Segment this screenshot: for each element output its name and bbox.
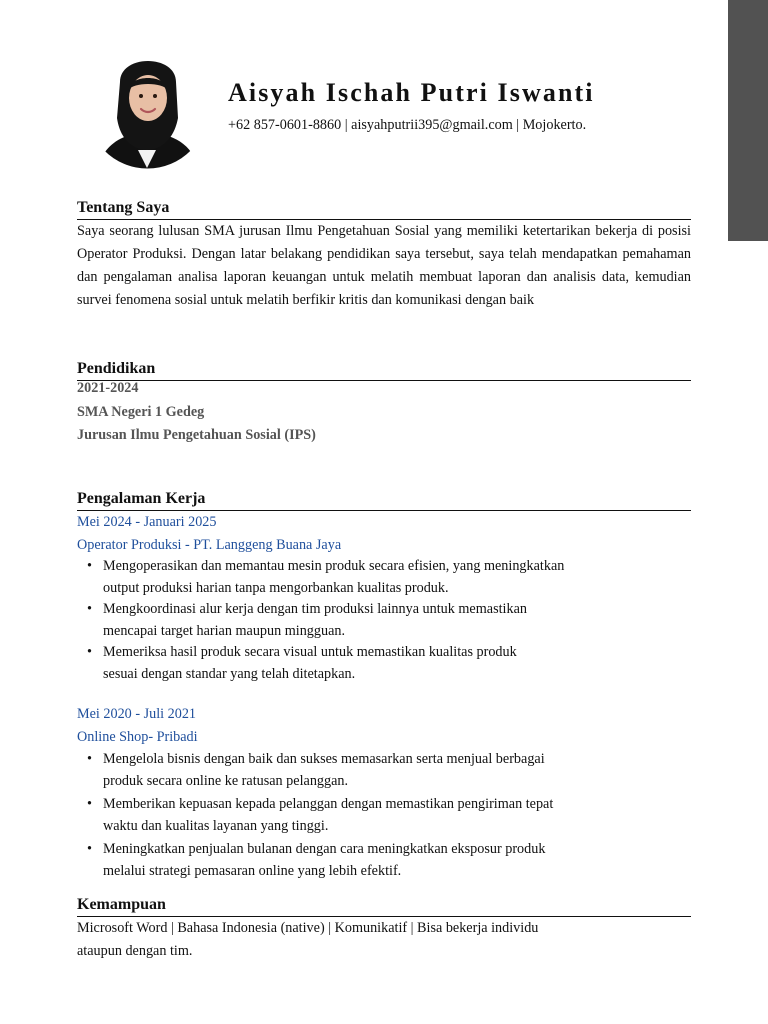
bullet-item bbox=[77, 748, 691, 793]
job-entry bbox=[77, 703, 691, 883]
bullet-line: Memberikan kepuasan kepada pelanggan dengan memastikan pengiriman tepat bbox=[103, 795, 554, 812]
section-title-experience: Pengalaman Kerja bbox=[77, 488, 691, 511]
bullet-item bbox=[77, 793, 691, 838]
education-school: SMA Negeri 1 Gedeg bbox=[77, 404, 205, 420]
experience-section bbox=[77, 488, 691, 883]
section-title-about: Tentang Saya bbox=[77, 197, 691, 220]
bullet-item bbox=[77, 556, 691, 599]
skills-line: Microsoft Word | Bahasa Indonesia (native) | Komunikatif | Bisa bekerja individu bbox=[77, 920, 539, 936]
skills-section bbox=[77, 894, 691, 963]
job-role: Online Shop- Pribadi bbox=[77, 728, 198, 745]
side-decoration-bar bbox=[728, 0, 768, 241]
skills-line: ataupun dengan tim. bbox=[77, 943, 193, 959]
section-title-skills: Kemampuan bbox=[77, 894, 691, 917]
contact-info: +62 857-0601-8860 | aisyahputrii395@gmail.com | Mojokerto. bbox=[228, 117, 587, 133]
bullet-line: sesuai dengan standar yang telah ditetapkan. bbox=[103, 665, 356, 682]
bullet-line: Memeriksa hasil produk secara visual untuk memastikan kualitas produk bbox=[103, 644, 517, 661]
bullet-item bbox=[77, 838, 691, 883]
bullet-line: Mengkoordinasi alur kerja dengan tim produksi lainnya untuk memastikan bbox=[103, 601, 527, 618]
bullet-line: Mengelola bisnis dengan baik dan sukses memasarkan serta menjual berbagai bbox=[103, 750, 545, 767]
candidate-name: Aisyah Ischah Putri Iswanti bbox=[228, 78, 595, 107]
bullet-icon: • bbox=[87, 750, 92, 767]
bullet-line: mencapai target harian maupun mingguan. bbox=[103, 622, 346, 639]
about-section bbox=[77, 197, 691, 312]
bullet-icon: • bbox=[87, 558, 92, 574]
bullet-icon: • bbox=[87, 601, 92, 618]
job-bullets bbox=[77, 556, 691, 686]
bullet-icon: • bbox=[87, 795, 92, 812]
education-years: 2021-2024 bbox=[77, 380, 139, 396]
bullet-line: output produksi harian tanpa mengorbankan kualitas produk. bbox=[103, 579, 449, 596]
about-text: Saya seorang lulusan SMA jurusan Ilmu Pengetahuan Sosial yang memiliki ketertarikan bekerja di posisi Operator Produksi. Dengan latar belakang pendidikan saya tersebut, saya telah mendapatkan pemahaman dan pengalaman analisa laporan keuangan untuk melatih membuat laporan dan analisis data, kemudian survei fenomena sosial untuk melatih berfikir kritis dan komunikasi dengan baik bbox=[77, 223, 691, 308]
bullet-line: Mengoperasikan dan memantau mesin produk secara efisien, yang meningkatkan bbox=[103, 558, 565, 574]
bullet-icon: • bbox=[87, 840, 92, 857]
bullet-item bbox=[77, 642, 691, 685]
job-period: Mei 2020 - Juli 2021 bbox=[77, 705, 197, 722]
education-major: Jurusan Ilmu Pengetahuan Sosial (IPS) bbox=[77, 427, 316, 443]
bullet-icon: • bbox=[87, 644, 92, 661]
job-entry bbox=[77, 511, 691, 686]
bullet-line: Meningkatkan penjualan bulanan dengan cara meningkatkan eksposur produk bbox=[103, 840, 546, 857]
bullet-line: produk secara online ke ratusan pelanggan. bbox=[103, 773, 349, 790]
bullet-item bbox=[77, 599, 691, 642]
section-title-education: Pendidikan bbox=[77, 358, 691, 381]
job-role: Operator Produksi - PT. Langgeng Buana Jaya bbox=[77, 537, 342, 553]
job-bullets bbox=[77, 748, 691, 883]
bullet-line: melalui strategi pemasaran online yang lebih efektif. bbox=[103, 863, 402, 880]
bullet-line: waktu dan kualitas layanan yang tinggi. bbox=[103, 818, 329, 835]
profile-photo bbox=[86, 46, 209, 177]
education-section bbox=[77, 358, 691, 447]
job-period: Mei 2024 - Januari 2025 bbox=[77, 514, 217, 530]
